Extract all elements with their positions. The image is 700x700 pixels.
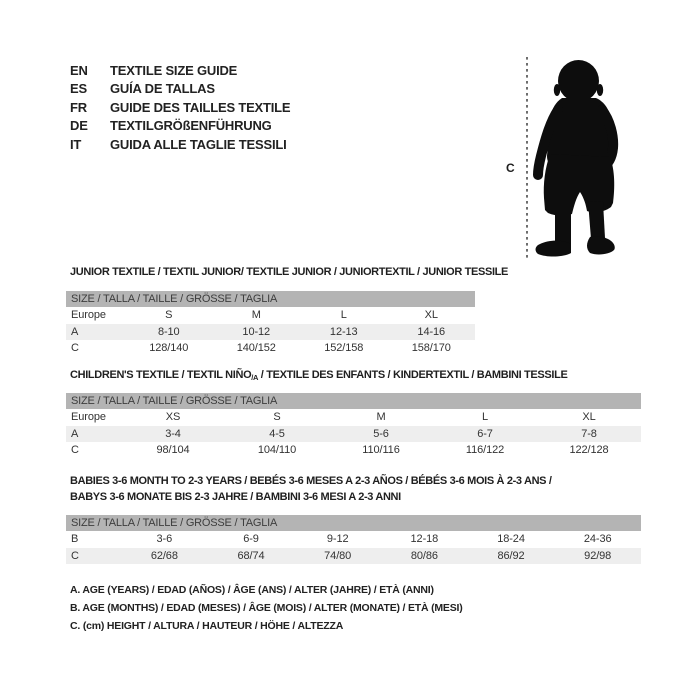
size-cell: 140/152 <box>236 342 276 354</box>
size-cell: 152/158 <box>324 342 364 354</box>
section-title-subscript: /A <box>251 373 259 382</box>
row-label: C <box>71 444 79 456</box>
size-cell: 7-8 <box>581 427 597 440</box>
toddler-silhouette-icon <box>536 60 615 257</box>
language-label: TEXTILGRÖßENFÜHRUNG <box>110 118 272 134</box>
size-cell: XS <box>165 411 181 423</box>
size-cell: 128/140 <box>149 342 189 354</box>
table-row <box>66 307 475 324</box>
size-cell: 9-12 <box>326 533 349 545</box>
language-list <box>70 62 290 154</box>
size-cell: 5-6 <box>373 427 389 440</box>
size-cell: 74/80 <box>324 549 352 562</box>
size-cell: 86/92 <box>497 549 525 562</box>
legend-notes <box>70 581 463 636</box>
size-cell: 116/122 <box>465 444 505 456</box>
language-row <box>70 80 290 98</box>
size-cell: M <box>376 411 386 423</box>
row-label: A <box>71 427 79 440</box>
junior-size-table <box>66 291 475 357</box>
size-cell: 6-9 <box>243 533 259 545</box>
size-cell: S <box>165 309 173 321</box>
section-title-children <box>70 369 567 382</box>
size-cell: 8-10 <box>157 325 180 338</box>
size-cell: 3-4 <box>165 427 181 440</box>
row-label: B <box>71 533 79 545</box>
language-row <box>70 117 290 135</box>
size-cell: XL <box>582 411 596 423</box>
language-row <box>70 99 290 117</box>
size-cell: S <box>273 411 281 423</box>
size-cell: 6-7 <box>477 427 493 440</box>
size-cell: 110/116 <box>362 444 400 456</box>
language-label: TEXTILE SIZE GUIDE <box>110 63 238 78</box>
table-row <box>66 409 641 426</box>
size-cell: 92/98 <box>584 549 612 562</box>
size-header-bar: SIZE / TALLA / TAILLE / GRÖSSE / TAGLIA <box>66 291 475 307</box>
section-title-text: / TEXTILE DES ENFANTS / KINDERTEXTIL / BAMBINI TESSILE <box>258 369 568 381</box>
table-row <box>66 324 475 341</box>
table-row <box>66 531 641 548</box>
size-cell: 4-5 <box>269 427 285 440</box>
language-label: GUÍA DE TALLAS <box>110 81 215 97</box>
language-label: GUIDE DES TAILLES TEXTILE <box>110 99 291 115</box>
size-cell: 10-12 <box>242 325 271 338</box>
size-cell: M <box>251 309 261 321</box>
size-cell: 24-36 <box>583 533 612 545</box>
table-row <box>66 426 641 443</box>
size-cell: 104/110 <box>257 444 297 456</box>
note-line-a: A. AGE (YEARS) / EDAD (AÑOS) / ÂGE (ANS) / ALTER (JAHRE) / ETÀ (ANNI) <box>70 584 434 596</box>
language-code: FR <box>70 99 87 115</box>
babies-size-table <box>66 515 641 564</box>
size-cell: 12-13 <box>329 325 358 338</box>
note-line-c: C. (cm) HEIGHT / ALTURA / HAUTEUR / HÖHE / ALTEZZA <box>70 620 344 633</box>
size-cell: L <box>340 309 347 321</box>
size-cell: 62/68 <box>150 549 178 562</box>
table-row <box>66 442 641 459</box>
language-code: EN <box>70 63 88 78</box>
language-code: IT <box>70 136 82 152</box>
size-cell: 3-6 <box>156 533 173 545</box>
size-header-bar: SIZE / TALLA / TAILLE / GRÖSSE / TAGLIA <box>66 515 641 531</box>
table-row <box>66 548 641 565</box>
section-title-text: CHILDREN'S TEXTILE / TEXTIL NIÑO <box>70 369 252 381</box>
row-label: C <box>71 549 79 562</box>
size-cell: 12-18 <box>410 533 439 545</box>
size-cell: 80/86 <box>410 549 438 562</box>
size-cell: XL <box>424 309 438 321</box>
size-cell: 68/74 <box>237 549 265 562</box>
size-cell: 158/170 <box>411 342 451 354</box>
section-title-babies <box>70 473 552 505</box>
section-title-line: BABIES 3-6 MONTH TO 2-3 YEARS / BEBÉS 3-6 MESES A 2-3 AÑOS / BÉBÉS 3-6 MOIS À 2-3 ANS / <box>70 475 552 487</box>
children-size-table <box>66 393 641 459</box>
size-guide-figure <box>500 48 665 268</box>
note-line-b: B. AGE (MONTHS) / EDAD (MESES) / ÂGE (MOIS) / ALTER (MONATE) / ETÀ (MESI) <box>70 602 463 615</box>
size-cell: L <box>481 411 489 423</box>
row-label: A <box>71 325 79 338</box>
section-title-line: BABYS 3-6 MONATE BIS 2-3 JAHRE / BAMBINI 3-6 MESI A 2-3 ANNI <box>70 491 401 503</box>
size-cell: 14-16 <box>417 325 446 338</box>
language-row <box>70 62 290 80</box>
row-label: Europe <box>71 309 106 321</box>
height-marker-label: C <box>506 161 515 175</box>
section-title-junior: JUNIOR TEXTILE / TEXTIL JUNIOR/ TEXTILE JUNIOR / JUNIORTEXTIL / JUNIOR TESSILE <box>70 266 509 278</box>
size-cell: 122/128 <box>569 444 609 456</box>
language-row <box>70 136 290 154</box>
language-code: ES <box>70 81 87 97</box>
row-label: Europe <box>71 411 106 423</box>
language-label: GUIDA ALLE TAGLIE TESSILI <box>110 136 287 152</box>
size-cell: 98/104 <box>156 444 190 456</box>
language-code: DE <box>70 118 88 134</box>
table-row <box>66 340 475 357</box>
size-cell: 18-24 <box>497 533 525 545</box>
size-header-bar: SIZE / TALLA / TAILLE / GRÖSSE / TAGLIA <box>66 393 641 409</box>
row-label: C <box>71 342 79 354</box>
